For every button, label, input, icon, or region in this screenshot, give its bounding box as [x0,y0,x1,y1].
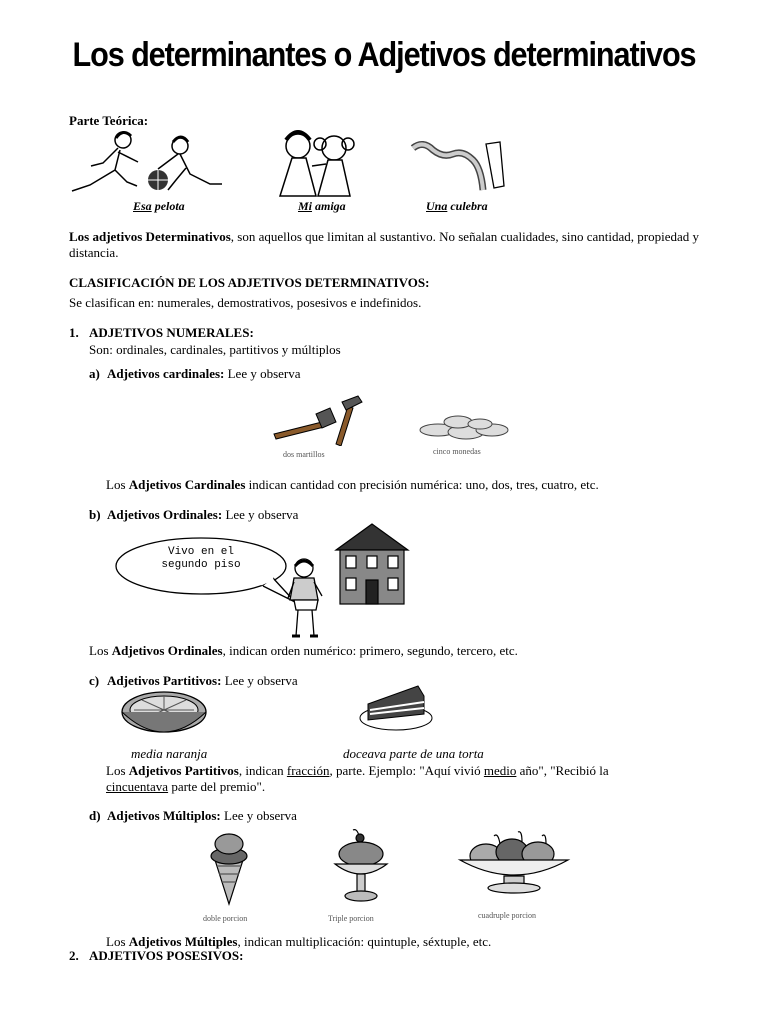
partitivos-description [106,763,666,795]
intro-rest: , son aquellos que limitan al sustantivo. No señalan cualidades, sino cantidad, propiedad y distancia. [69,229,700,260]
caption-una-culebra [426,199,488,214]
partitivos-line [107,673,298,689]
caption-doceava-parte: doceava parte de una torta [343,746,484,761]
clasificacion-heading: CLASIFICACIÓN DE LOS ADJETIVOS DETERMINATIVOS: [69,275,430,290]
multiplos-desc-bold: Adjetivos Múltiples [128,934,238,949]
cardinales-instr: Lee y observa [224,366,301,381]
ice-cream-cone-illustration [209,830,249,906]
caption-cuadruple-porcion: cuadruple porcion [478,911,536,920]
ordinales-desc-pre: Los [89,643,112,658]
caption-una-rest: culebra [447,199,488,213]
numerales-number: 1. [69,325,79,340]
clasificacion-text: Se clasifican en: numerales, demostrativos, posesivos e indefinidos. [69,295,422,310]
caption-doble-porcion: doble porcion [203,914,248,923]
intro-paragraph [69,229,709,261]
coins-illustration [418,412,514,442]
ordinales-line [107,507,298,523]
partitivos-d6: medio [483,763,517,778]
partitivos-d9: parte del premio". [168,779,266,794]
cardinales-desc-rest: indican cantidad con precisión numérica: uno, dos, tres, cuatro, etc. [245,477,599,492]
ordinales-desc-rest: , indican orden numérico: primero, segundo, tercero, etc. [222,643,518,658]
caption-esa-rest: pelota [151,199,185,213]
caption-mi-rest: amiga [312,199,346,213]
section-label-parte-teorica: Parte Teórica: [69,113,149,128]
partitivos-d2: Adjetivos Partitivos [128,763,239,778]
partitivos-d3: , indican [238,763,287,778]
partitivos-d4: fracción [286,763,330,778]
multiplos-instr: Lee y observa [220,808,297,823]
multiplos-line [107,808,297,824]
cardinales-desc-pre: Los [106,477,129,492]
intro-bold: Los adjetivos Determinativos [69,229,231,244]
partitivos-d5: , parte. Ejemplo: "Aquí vivió [329,763,484,778]
posesivos-heading: ADJETIVOS POSESIVOS: [89,948,244,963]
ordinales-instr: Lee y observa [222,507,299,522]
cardinales-description [106,477,599,493]
caption-triple-porcion: Triple porcion [328,914,374,923]
cardinales-line [107,366,301,382]
banana-split-illustration [456,830,572,896]
cardinales-letter: a) [89,366,100,381]
house-illustration [332,520,412,606]
caption-esa-pelota [133,199,185,214]
partitivos-d8: cincuentava [106,779,169,794]
page-title: Los determinantes o Adjetivos determinativos [72,36,696,74]
boy-illustration [286,556,326,642]
speech-bubble-text: Vivo en el segundo piso [161,546,241,571]
partitivos-heading: Adjetivos Partitivos: [107,673,222,688]
partitivos-letter: c) [89,673,100,688]
sundae-illustration [331,828,391,908]
partitivos-d1: Los [106,763,129,778]
caption-una-word: Una [426,199,448,213]
numerales-subtext: Son: ordinales, cardinales, partitivos y múltiplos [89,342,341,357]
cardinales-heading: Adjetivos cardinales: [107,366,225,381]
multiplos-desc-pre: Los [106,934,129,949]
partitivos-instr: Lee y observa [221,673,298,688]
caption-esa-word: Esa [133,199,152,213]
caption-media-naranja: media naranja [131,746,208,761]
posesivos-number: 2. [69,948,79,963]
friends-illustration [270,126,370,198]
multiplos-desc-rest: , indican multiplicación: quintuple, séxtuple, etc. [237,934,492,949]
kids-ball-illustration [68,128,233,198]
caption-dos-martillos: dos martillos [283,450,325,459]
ordinales-heading: Adjetivos Ordinales: [107,507,223,522]
multiplos-letter: d) [89,808,101,823]
caption-mi-amiga [298,199,346,214]
snake-illustration [408,134,508,194]
ordinales-letter: b) [89,507,101,522]
half-orange-illustration [120,688,208,742]
ordinales-desc-bold: Adjetivos Ordinales [111,643,223,658]
hammers-illustration [272,394,364,446]
ordinales-description [89,643,518,659]
partitivos-d7: año", "Recibió la [516,763,609,778]
caption-cinco-monedas: cinco monedas [433,447,481,456]
cake-slice-illustration [358,684,434,732]
cardinales-desc-bold: Adjetivos Cardinales [128,477,246,492]
caption-mi-word: Mi [298,199,313,213]
multiplos-heading: Adjetivos Múltiplos: [107,808,221,823]
numerales-heading: ADJETIVOS NUMERALES: [89,325,254,340]
